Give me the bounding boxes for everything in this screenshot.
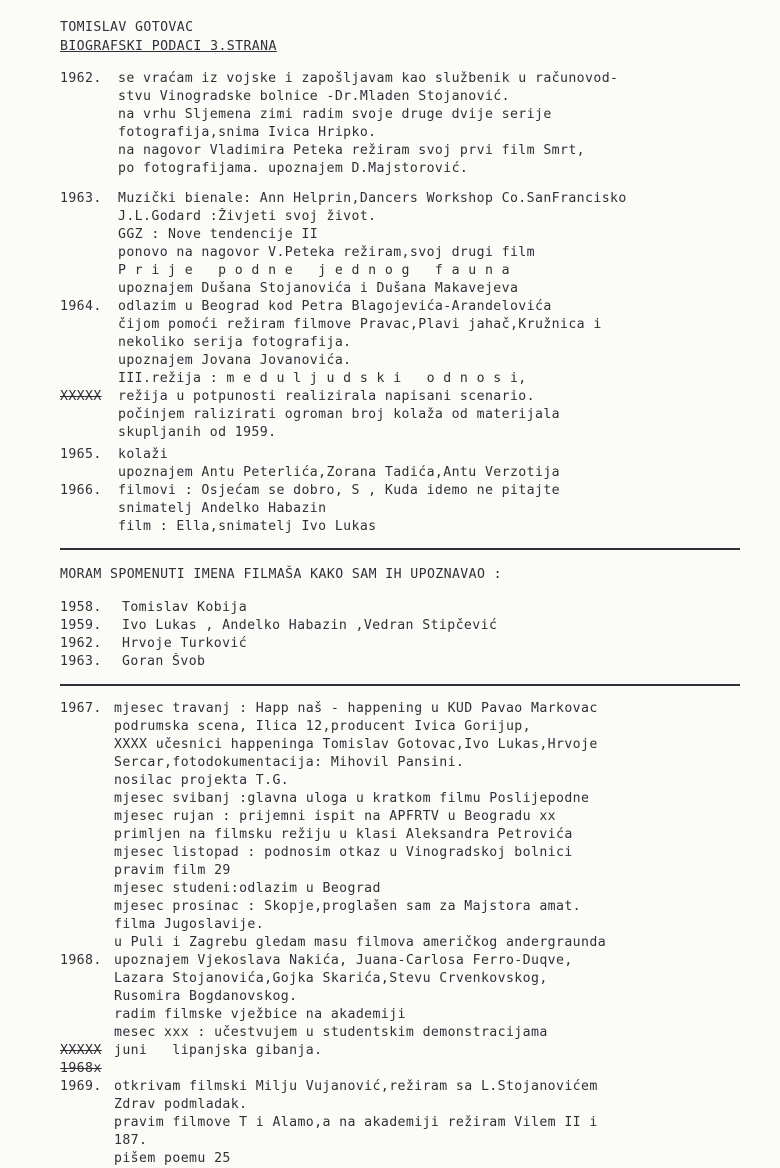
list-item: [0, 653, 780, 671]
entry-text: Tomislav Kobija: [122, 600, 248, 615]
list-item: [0, 599, 780, 617]
entry-row: [0, 718, 780, 736]
entry-row: [0, 298, 780, 316]
entry-row: [0, 70, 780, 88]
entry-text: kolaži: [118, 447, 169, 462]
entry-row: [0, 190, 780, 208]
entry-year: [0, 880, 118, 898]
entry-year: [0, 718, 118, 736]
entry-text: mjesec svibanj :glavna uloga u kratkom filmu Poslijepodne: [114, 791, 590, 806]
entry-text: mjesec studeni:odlazim u Beograd: [114, 881, 381, 896]
entry-year: [0, 790, 118, 808]
filmmakers-list: [0, 599, 780, 671]
entry-year: 1968.: [60, 953, 102, 968]
entry-row: [0, 124, 780, 142]
entry-text: radim filmske vježbice na akademiji: [114, 1007, 406, 1022]
entry-year: [0, 1150, 118, 1168]
entry-text: GGZ : Nove tendencije II: [118, 227, 319, 242]
entry-text: odlazim u Beograd kod Petra Blagojevića-Arandelovića: [118, 299, 552, 314]
section-1965-1966: [0, 446, 780, 536]
entry-year: [0, 262, 118, 280]
entry-year: [0, 826, 118, 844]
entry-year: [0, 970, 118, 988]
entry-text: mesec xxx : učestvujem u studentskim demonstracijama: [114, 1025, 548, 1040]
entry-row: [0, 1150, 780, 1168]
entry-year: [0, 406, 118, 424]
entry-year: [0, 862, 118, 880]
entry-text: 187.: [114, 1133, 148, 1148]
entry-text: čijom pomoći režiram filmove Pravac,Plavi jahač,Kružnica i: [118, 317, 602, 332]
entry-year: [0, 226, 118, 244]
entry-year: [0, 916, 118, 934]
entry-text: Rusomira Bogdanovskog.: [114, 989, 298, 1004]
entry-text: III.režija : m e d u l j u d s k i o d n o s i,: [118, 371, 527, 386]
entry-year: 1963.: [60, 654, 102, 669]
entry-row: [0, 988, 780, 1006]
entry-text: režija u potpunosti realizirala napisani scenario.: [118, 389, 535, 404]
entry-year: [0, 334, 118, 352]
entry-text: fotografija,snima Ivica Hripko.: [118, 125, 377, 140]
entry-text: nekoliko serija fotografija.: [118, 335, 352, 350]
entry-row: [0, 226, 780, 244]
entry-text: upoznajem Dušana Stojanovića i Dušana Makavejeva: [118, 281, 519, 296]
entry-row: [0, 388, 780, 406]
entry-row: [0, 280, 780, 298]
section-1963-1964: [0, 190, 780, 442]
entry-row: [0, 826, 780, 844]
entry-text: mjesec rujan : prijemni ispit na APFRTV u Beogradu xx: [114, 809, 556, 824]
entry-text: pravim filmove T i Alamo,a na akademiji režiram Vilem II i: [114, 1115, 598, 1130]
entry-year: 1958.: [60, 600, 102, 615]
entry-row: [0, 1060, 780, 1078]
entry-row: [0, 736, 780, 754]
entry-row: [0, 844, 780, 862]
entry-text: Hrvoje Turković: [122, 636, 248, 651]
entry-text: filmovi : Osjećam se dobro, S , Kuda idemo ne pitajte: [118, 483, 560, 498]
entry-row: [0, 244, 780, 262]
entry-text: upoznajem Vjekoslava Nakića, Juana-Carlosa Ferro-Duqve,: [114, 953, 573, 968]
entry-year: [0, 500, 118, 518]
entry-text: na nagovor Vladimira Peteka režiram svoj prvi film Smrt,: [118, 143, 586, 158]
entry-text: film : Ella,snimatelj Ivo Lukas: [118, 519, 377, 534]
entry-row: [0, 754, 780, 772]
entry-text: Sercar,fotodokumentacija: Mihovil Pansini.: [114, 755, 465, 770]
entry-row: [0, 1006, 780, 1024]
entry-year: [0, 106, 118, 124]
author-name: TOMISLAV GOTOVAC: [60, 20, 194, 35]
entry-row: [0, 934, 780, 952]
entry-text: filma Jugoslavije.: [114, 917, 265, 932]
entry-row: [0, 106, 780, 124]
crossed-out-year: XXXXX: [60, 1043, 102, 1058]
document-subtitle: BIOGRAFSKI PODACI 3.STRANA: [60, 39, 277, 54]
crossed-out-year: 1968x: [60, 1061, 102, 1076]
entry-text: Zdrav podmladak.: [114, 1097, 248, 1112]
entry-text: primljen na filmsku režiju u klasi Aleksandra Petrovića: [114, 827, 573, 842]
entry-text: mjesec travanj : Happ naš - happening u KUD Pavao Markovac: [114, 701, 598, 716]
entry-row: [0, 1096, 780, 1114]
entry-text: na vrhu Sljemena zimi radim svoje druge dvije serije: [118, 107, 552, 122]
entry-year: 1966.: [60, 483, 102, 498]
entry-year: 1967.: [60, 701, 102, 716]
crossed-out-year: XXXXX: [60, 389, 102, 404]
entry-year: [0, 844, 118, 862]
entry-year: 1964.: [60, 299, 102, 314]
page-header: [60, 18, 277, 56]
entry-year: 1962.: [60, 636, 102, 651]
entry-text: podrumska scena, Ilica 12,producent Ivica Gorijup,: [114, 719, 531, 734]
entry-year: [0, 772, 118, 790]
entry-row: [0, 862, 780, 880]
entry-row: [0, 916, 780, 934]
entry-text: juni lipanjska gibanja.: [114, 1043, 323, 1058]
entry-year: [0, 316, 118, 334]
names-heading: MORAM SPOMENUTI IMENA FILMAŠA KAKO SAM IH UPOZNAVAO :: [60, 567, 502, 582]
entry-year: [0, 1024, 118, 1042]
entry-text: po fotografijama. upoznajem D.Majstorović.: [118, 161, 469, 176]
entry-year: [0, 898, 118, 916]
entry-year: [0, 424, 118, 442]
entry-year: [0, 934, 118, 952]
entry-row: [0, 482, 780, 500]
entry-row: [0, 898, 780, 916]
entry-text: Muzički bienale: Ann Helprin,Dancers Workshop Co.SanFrancisko: [118, 191, 627, 206]
entry-year: [0, 124, 118, 142]
entry-year: [0, 518, 118, 536]
entry-text: upoznajem Antu Peterlića,Zorana Tadića,Antu Verzotija: [118, 465, 560, 480]
entry-row: [0, 370, 780, 388]
entry-row: [0, 1114, 780, 1132]
entry-year: [0, 1114, 118, 1132]
entry-year: [0, 1096, 118, 1114]
entry-row: [0, 700, 780, 718]
entry-row: [0, 1132, 780, 1150]
entry-text: nosilac projekta T.G.: [114, 773, 290, 788]
entry-row: [0, 1078, 780, 1096]
entry-row: [0, 970, 780, 988]
entry-row: [0, 500, 780, 518]
entry-text: otkrivam filmski Milju Vujanović,režiram sa L.Stojanovićem: [114, 1079, 598, 1094]
entry-text: Goran Švob: [122, 654, 206, 669]
entry-text: P r i j e p o d n e j e d n o g f a u n a: [118, 263, 510, 278]
entry-row: [0, 446, 780, 464]
entry-year: [0, 88, 118, 106]
entry-year: [0, 464, 118, 482]
entry-text: Lazara Stojanovića,Gojka Skarića,Stevu Crvenkovskog,: [114, 971, 548, 986]
entry-year: [0, 988, 118, 1006]
entry-year: [0, 142, 118, 160]
entry-year: [0, 160, 118, 178]
entry-text: Ivo Lukas , Andelko Habazin ,Vedran Stipčević: [122, 618, 498, 633]
entry-row: [0, 334, 780, 352]
entry-year: 1963.: [60, 191, 102, 206]
entry-row: [0, 352, 780, 370]
entry-text: pišem poemu 25: [114, 1151, 231, 1166]
entry-row: [0, 88, 780, 106]
entry-text: mjesec prosinac : Skopje,proglašen sam za Majstora amat.: [114, 899, 582, 914]
entry-text: počinjem ralizirati ogroman broj kolaža od materijala: [118, 407, 560, 422]
entry-text: u Puli i Zagrebu gledam masu filmova američkog andergraunda: [114, 935, 607, 950]
entry-year: 1969.: [60, 1079, 102, 1094]
entry-year: 1962.: [60, 71, 102, 86]
entry-row: [0, 518, 780, 536]
list-item: [0, 617, 780, 635]
entry-text: skupljanih od 1959.: [118, 425, 277, 440]
entry-year: [0, 1132, 118, 1150]
entry-row: [0, 952, 780, 970]
entry-text: snimatelj Andelko Habazin: [118, 501, 327, 516]
entry-text: mjesec listopad : podnosim otkaz u Vinogradskoj bolnici: [114, 845, 573, 860]
entry-row: [0, 790, 780, 808]
section-1962: [0, 70, 780, 178]
horizontal-divider: [60, 548, 740, 550]
entry-year: [0, 754, 118, 772]
entry-year: [0, 280, 118, 298]
entry-text: pravim film 29: [114, 863, 231, 878]
entry-row: [0, 208, 780, 226]
entry-year: [0, 244, 118, 262]
entry-year: 1965.: [60, 447, 102, 462]
entry-row: [0, 1042, 780, 1060]
horizontal-divider: [60, 684, 740, 686]
entry-row: [0, 880, 780, 898]
entry-row: [0, 142, 780, 160]
entry-year: [0, 370, 118, 388]
entry-text: J.L.Godard :Živjeti svoj život.: [118, 209, 377, 224]
entry-text: XXXX učesnici happeninga Tomislav Gotovac,Ivo Lukas,Hrvoje: [114, 737, 598, 752]
entry-text: stvu Vinogradske bolnice -Dr.Mladen Stojanović.: [118, 89, 510, 104]
entry-text: [114, 1060, 780, 1078]
entry-year: [0, 352, 118, 370]
entry-year: [0, 208, 118, 226]
entry-row: [0, 464, 780, 482]
entry-row: [0, 262, 780, 280]
entry-row: [0, 160, 780, 178]
entry-row: [0, 406, 780, 424]
entry-year: [0, 1006, 118, 1024]
entry-year: [0, 736, 118, 754]
entry-text: ponovo na nagovor V.Peteka režiram,svoj drugi film: [118, 245, 535, 260]
entry-year: [0, 808, 118, 826]
section-1967-1969: [0, 700, 780, 1168]
entry-row: [0, 316, 780, 334]
entry-row: [0, 1024, 780, 1042]
entry-text: se vraćam iz vojske i zapošljavam kao službenik u računovod-: [118, 71, 619, 86]
entry-row: [0, 772, 780, 790]
entry-year: 1959.: [60, 618, 102, 633]
entry-row: [0, 808, 780, 826]
list-item: [0, 635, 780, 653]
entry-row: [0, 424, 780, 442]
entry-text: upoznajem Jovana Jovanovića.: [118, 353, 352, 368]
